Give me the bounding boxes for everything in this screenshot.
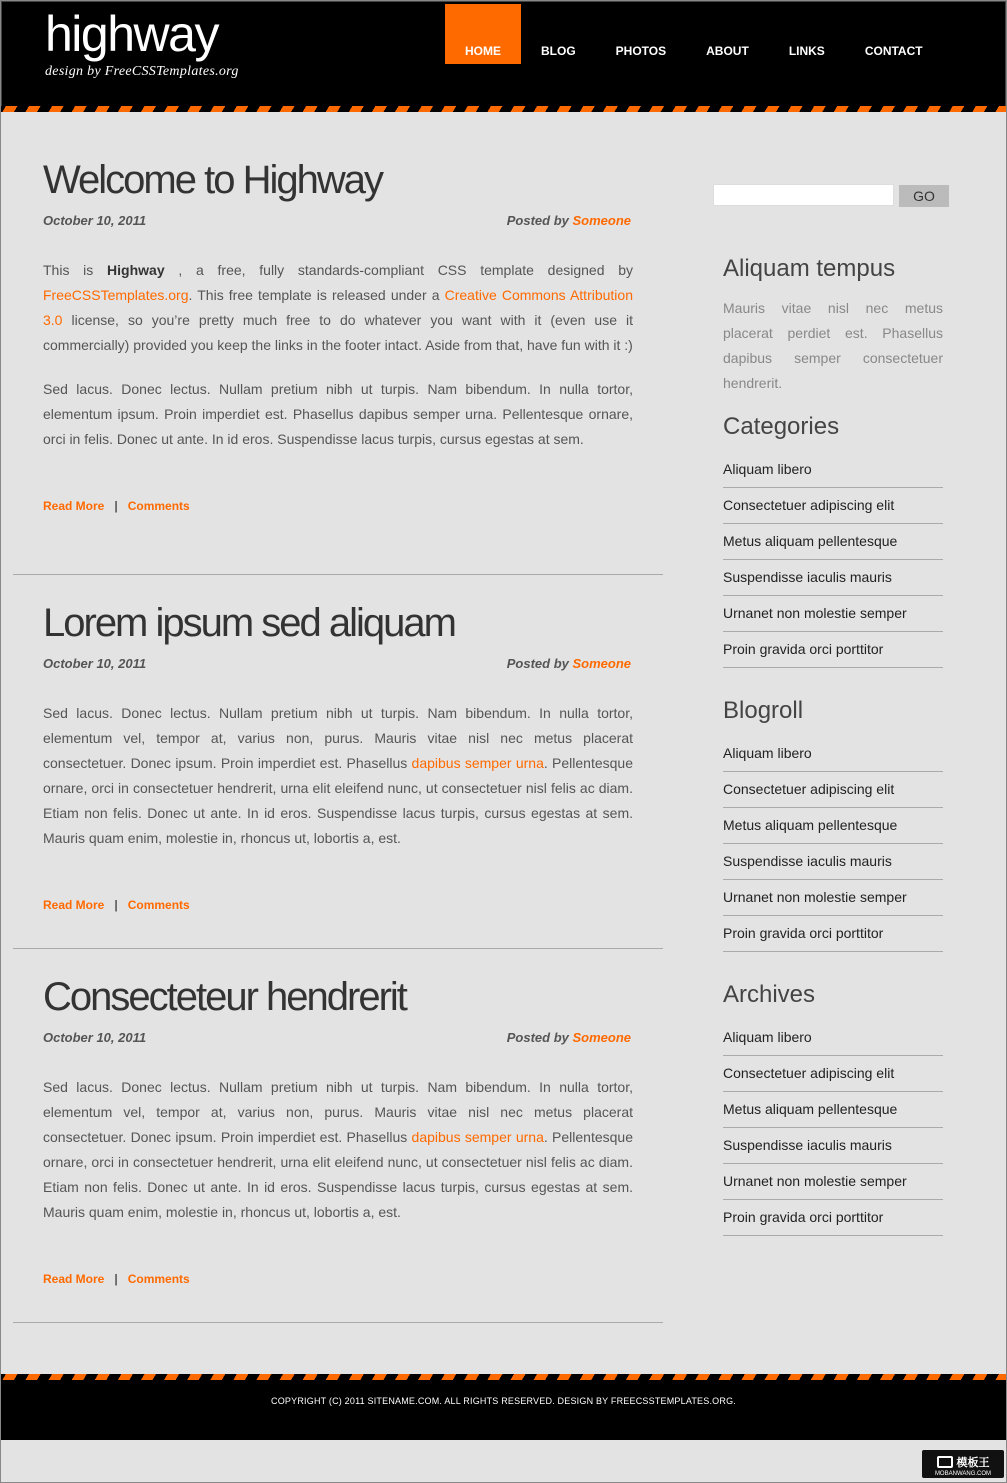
archive-link[interactable]: Aliquam libero [723,1029,812,1045]
post-meta [43,213,633,229]
watermark-url: MOBANWANG.COM [934,1471,992,1477]
post-title[interactable]: Welcome to Highway [43,158,382,202]
menu-item-contact[interactable]: CONTACT [864,44,923,58]
archive-link[interactable]: Suspendisse iaculis mauris [723,1137,892,1153]
post-date: October 10, 2011 [43,656,147,671]
category-link[interactable]: Metus aliquam pellentesque [723,533,898,549]
post-paragraph: Sed lacus. Donec lectus. Nullam pretium nibh ut turpis. Nam bibendum. In nulla tortor, elementum ipsum. Proin imperdiet est. Phasellus dapibus semper urna. Pellentesque ornare, orci in felis. Donec ut ante. In id eros. Suspendisse lacus turpis, cursus egestas at sem. [43,381,633,447]
sidebar-categories-title: Categories [723,413,840,440]
text-span: This is [43,262,108,278]
site-footer [0,1380,1007,1440]
sidebar-blogroll-title: Blogroll [723,697,804,724]
list-item [723,596,943,632]
archives-list [723,1024,943,1236]
post-title[interactable]: Lorem ipsum sed aliquam [43,601,455,645]
text-span: Sed lacus. Donec lectus. Nullam pretium nibh ut turpis. Nam bibendum. In nulla tortor, elementum vel, tempor at, varius non, purus. Mauris vitae nisl nec metus placerat consectetuer. Donec ipsum. Proin imperdiet est. Phasellus [43,705,633,771]
search-go-button[interactable]: GO [899,185,949,207]
list-item [723,1164,943,1200]
search-input[interactable] [713,184,894,206]
post-body [43,701,633,851]
post-paragraph [43,258,633,358]
menu-item-links[interactable]: LINKS [788,44,825,58]
post-body [43,1075,633,1225]
link-separator: | [114,898,118,912]
post-meta [43,656,633,672]
post-author-link[interactable]: Someone [572,213,631,228]
blogroll-link[interactable]: Suspendisse iaculis mauris [723,853,892,869]
post-title[interactable]: Consecteteur hendrerit [43,975,406,1019]
freecsstemplates-link[interactable]: FreeCSSTemplates.org [43,287,189,303]
list-item [723,880,943,916]
site-logo-title[interactable]: highway [45,6,218,62]
site-header [0,0,1007,112]
comments-link[interactable]: Comments [127,1272,190,1286]
blogroll-link[interactable]: Aliquam libero [723,745,812,761]
list-item [723,772,943,808]
archive-link[interactable]: Consectetuer adipiscing elit [723,1065,895,1081]
blogroll-link[interactable]: Proin gravida orci porttitor [723,925,884,941]
category-link[interactable]: Proin gravida orci porttitor [723,641,884,657]
sidebar-archives-title: Archives [723,981,816,1008]
sidebar-about-text: Mauris vitae nisl nec metus placerat perdiet est. Phasellus dapibus semper consectetuer hendrerit. [723,300,943,391]
read-more-link[interactable]: Read More [43,898,105,912]
footer-copyright: COPYRIGHT (C) 2011 SITENAME.COM. ALL RIGHTS RESERVED. DESIGN BY FREECSSTEMPLATES.ORG. [271,1396,736,1406]
menu-item-about[interactable]: ABOUT [706,44,749,58]
menu-item-home[interactable]: HOME [445,4,521,64]
text-span: . Pellentesque ornare, orci in consectetuer hendrerit, urna elit eleifend nunc, ut consectetuer nisl felis ac diam. Etiam non felis. Donec ut ante. In id eros. Suspendisse lacus turpis, cursus egestas at sem. Mauris quam enim, molestie in, rhoncus ut, lobortis a, est. [43,755,633,846]
list-item [723,1056,943,1092]
text-span: , a free, fully standards-compliant CSS template designed by [164,262,634,278]
read-more-link[interactable]: Read More [43,499,105,513]
watermark-icon [937,1456,953,1468]
post-links [43,898,633,912]
post-author-link[interactable]: Someone [572,656,631,671]
text-span: . This free template is released under a [188,287,445,303]
dapibus-link[interactable]: dapibus semper urna [411,755,544,771]
posted-by-label: Posted by [506,656,569,671]
list-item [723,560,943,596]
list-item [723,632,943,668]
post-1 [43,158,633,513]
posted-by-label: Posted by [506,1030,569,1045]
post-date: October 10, 2011 [43,213,147,228]
post-paragraph [43,1075,633,1225]
post-author-line [507,213,631,228]
menu-item-blog[interactable]: BLOG [541,44,576,58]
list-item [723,524,943,560]
sidebar-about-title: Aliquam tempus [723,255,896,282]
category-link[interactable]: Aliquam libero [723,461,812,477]
categories-list [723,456,943,668]
post-author-link[interactable]: Someone [572,1030,631,1045]
comments-link[interactable]: Comments [127,499,190,513]
dapibus-link[interactable]: dapibus semper urna [411,1129,544,1145]
archive-link[interactable]: Metus aliquam pellentesque [723,1101,898,1117]
list-item [723,1024,943,1056]
posted-by-label: Posted by [506,213,569,228]
list-item [723,1200,943,1236]
list-item [723,1092,943,1128]
list-item [723,916,943,952]
list-item [723,1128,943,1164]
post-links [43,499,633,513]
blogroll-list [723,740,943,952]
post-2 [43,601,633,912]
post-divider [13,574,663,575]
text-span: license, so you’re pretty much free to do whatever you want with it (even use it commercially) provided you keep the links in the footer intact. Aside from that, have fun with it :) [43,312,633,353]
main-menu [445,4,943,64]
post-date: October 10, 2011 [43,1030,147,1045]
list-item [723,488,943,524]
header-stripe [0,106,1007,112]
post-author-line [507,1030,631,1045]
read-more-link[interactable]: Read More [43,1272,105,1286]
list-item [723,808,943,844]
category-link[interactable]: Consectetuer adipiscing elit [723,497,895,513]
blogroll-link[interactable]: Metus aliquam pellentesque [723,817,898,833]
link-separator: | [114,1272,118,1286]
list-item [723,740,943,772]
watermark-logo [922,1450,1004,1478]
post-3 [43,975,633,1286]
blogroll-link[interactable]: Urnanet non molestie semper [723,889,907,905]
comments-link[interactable]: Comments [127,898,190,912]
post-divider [13,1322,663,1323]
archive-link[interactable]: Proin gravida orci porttitor [723,1209,884,1225]
bold-text: Highway [107,262,165,278]
post-links [43,1272,633,1286]
text-span: . Pellentesque ornare, orci in consectetuer hendrerit, urna elit eleifend nunc, ut consectetuer nisl felis ac diam. Etiam non felis. Donec ut ante. In id eros. Suspendisse lacus turpis, cursus egestas at sem. Mauris quam enim, molestie in, rhoncus ut, lobortis a, est. [43,1129,633,1220]
blogroll-link[interactable]: Consectetuer adipiscing elit [723,781,895,797]
category-link[interactable]: Urnanet non molestie semper [723,605,907,621]
category-link[interactable]: Suspendisse iaculis mauris [723,569,892,585]
post-body [43,258,633,452]
site-logo-subtitle: design by FreeCSSTemplates.org [45,64,239,79]
watermark-text: 模板王 [956,1457,990,1469]
post-paragraph [43,701,633,851]
post-divider [13,948,663,949]
link-separator: | [114,499,118,513]
post-author-line [507,656,631,671]
post-meta [43,1030,633,1046]
creative-commons-link[interactable]: Creative Commons Attribution 3.0 [43,287,633,328]
text-span: Sed lacus. Donec lectus. Nullam pretium nibh ut turpis. Nam bibendum. In nulla tortor, elementum vel, tempor at, varius non, purus. Mauris vitae nisl nec metus placerat consectetuer. Donec ipsum. Proin imperdiet est. Phasellus [43,1079,633,1145]
menu-item-photos[interactable]: PHOTOS [615,44,667,58]
list-item [723,456,943,488]
list-item [723,844,943,880]
archive-link[interactable]: Urnanet non molestie semper [723,1173,907,1189]
